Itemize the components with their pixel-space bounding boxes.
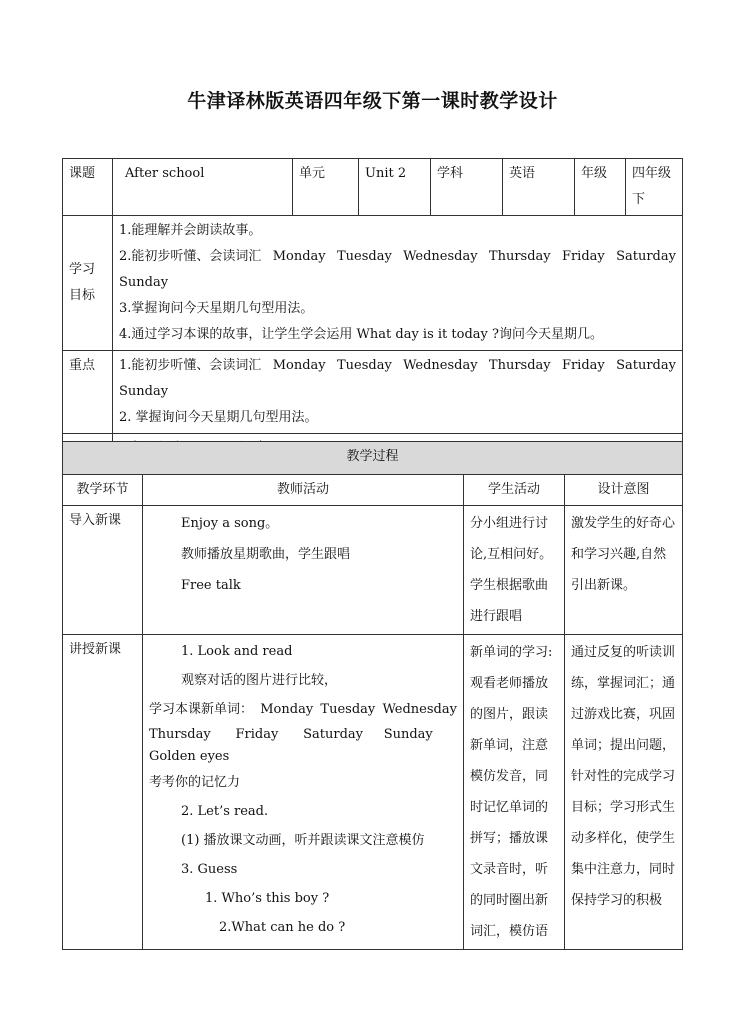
grade-label: 年级	[575, 159, 626, 216]
intro-row	[63, 506, 683, 635]
lesson-info-table	[62, 158, 683, 465]
info-row	[63, 159, 683, 216]
goals-label: 学习目标	[63, 216, 113, 351]
new-intent: 通过反复的听读训练，掌握词汇；通过游戏比赛，巩固单词；提出问题，针对性的完成学习目标；学习形式生动多样化，使学生集中注意力，同时保持学习的积极	[565, 635, 683, 950]
col-student: 学生活动	[464, 475, 565, 506]
topic-label: 课题	[63, 159, 113, 216]
unit-label: 单元	[293, 159, 359, 216]
new-student: 新单词的学习:观看老师播放的图片，跟读新单词，注意模仿发音，同时记忆单词的拼写；播放课文录音时，听的同时圈出新词汇，模仿语	[464, 635, 565, 950]
intro-student: 分小组进行讨论,互相问好。学生根据歌曲进行跟唱	[464, 506, 565, 635]
subject-label: 学科	[431, 159, 503, 216]
process-columns-row	[63, 475, 683, 506]
key-points-row	[63, 351, 683, 434]
teaching-process-table	[62, 441, 683, 950]
document-title: 牛津译林版英语四年级下第一课时教学设计	[187, 90, 558, 112]
process-header-row	[63, 442, 683, 475]
goal-line-4: 4.通过学习本课的故事，让学生学会运用 What day is it today ?询问今天星期几。	[119, 327, 603, 342]
topic-value: After school	[113, 159, 293, 216]
col-stage: 教学环节	[63, 475, 143, 506]
unit-value: Unit 2	[359, 159, 431, 216]
goal-line-1: 1.能理解并会朗读故事。	[119, 223, 262, 238]
subject-value: 英语	[503, 159, 575, 216]
key-content	[113, 351, 683, 434]
intro-teacher: Enjoy a song。 教师播放星期歌曲，学生跟唱 Free talk	[143, 506, 464, 635]
process-header: 教学过程	[63, 442, 683, 475]
intro-stage: 导入新课	[63, 506, 143, 635]
new-teacher: 1. Look and read 观察对话的图片进行比较， 学习本课新单词： Monday Tuesday Wednesday Thursday Friday Saturday Sunday Golden eyes 考考你的记忆力 2. Let’s read. (1) 播放课文动画，听并跟读课文注意模仿 3. Guess 1. Who’s this boy ? 2.What can he do ?	[143, 635, 464, 950]
goal-line-2: 2.能初步听懂、会读词汇 Monday Tuesday Wednesday Thursday Friday Saturday	[119, 249, 676, 264]
grade-value: 四年级下	[626, 159, 683, 216]
new-stage: 讲授新课	[63, 635, 143, 950]
intro-intent: 激发学生的好奇心和学习兴趣,自然引出新课。	[565, 506, 683, 635]
goal-line-3: 3.掌握询问今天星期几句型用法。	[119, 301, 314, 316]
key-line-1: 1.能初步听懂、会读词汇 Monday Tuesday Wednesday Thursday Friday Saturday	[119, 358, 676, 373]
goal-line-2-tail: Sunday	[119, 275, 169, 290]
key-label: 重点	[63, 351, 113, 434]
col-intent: 设计意图	[565, 475, 683, 506]
col-teacher: 教师活动	[143, 475, 464, 506]
goals-content	[113, 216, 683, 351]
new-lesson-row	[63, 635, 683, 950]
key-line-1-tail: Sunday	[119, 384, 169, 399]
goals-row	[63, 216, 683, 351]
key-line-2: 2. 掌握询问今天星期几句型用法。	[119, 410, 318, 425]
